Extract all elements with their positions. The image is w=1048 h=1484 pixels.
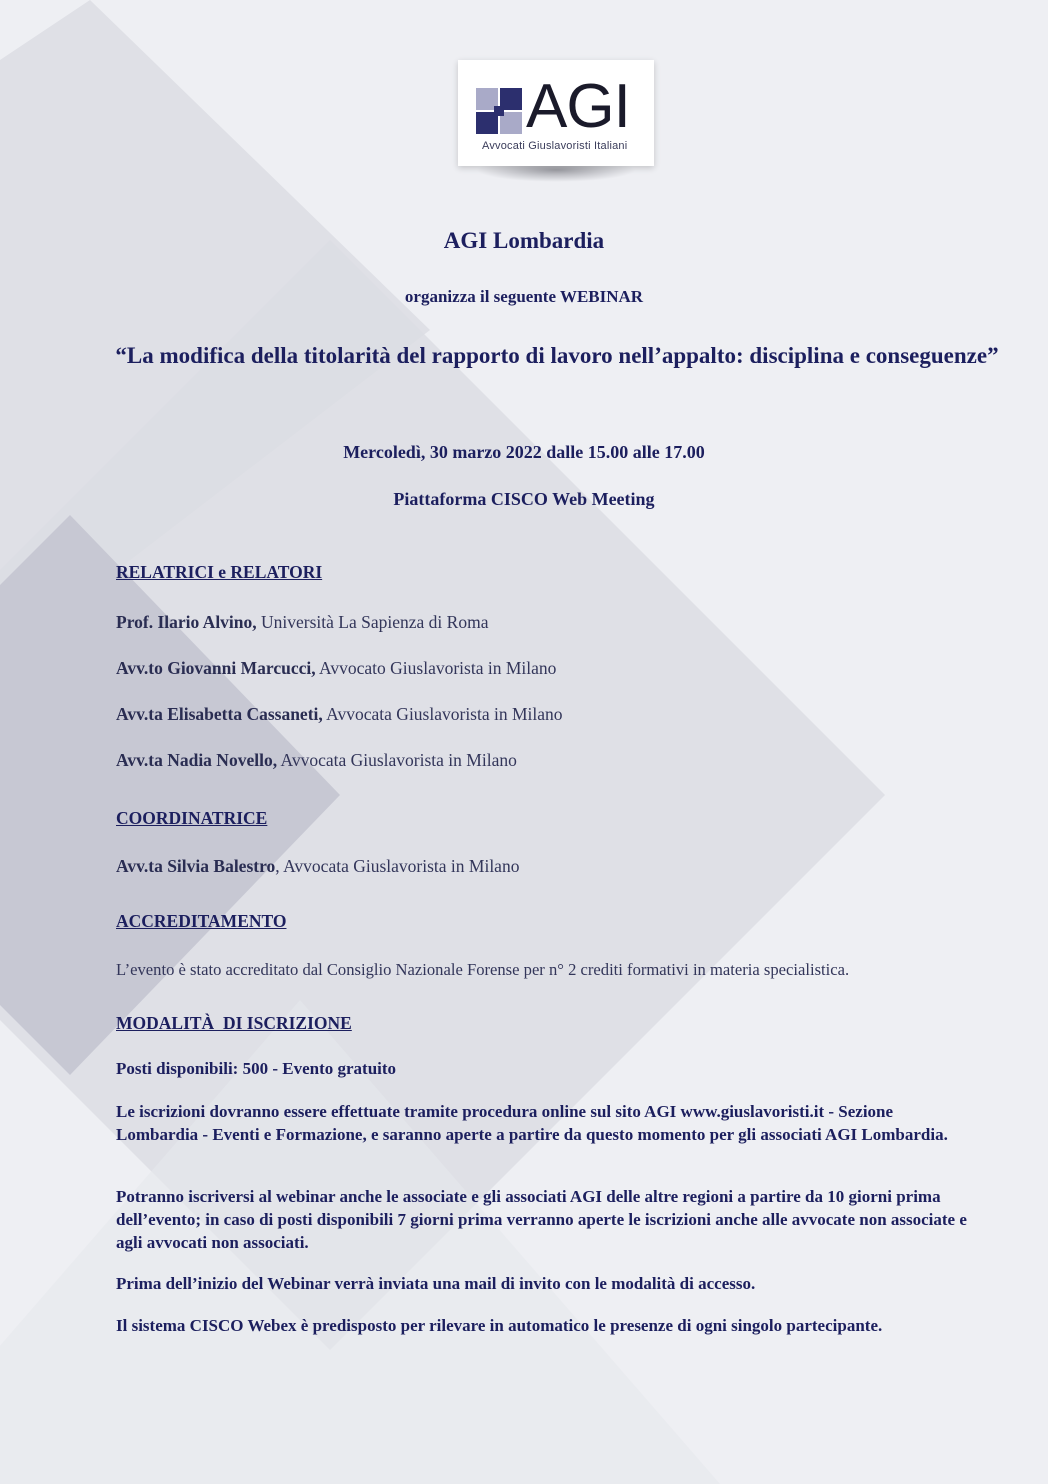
coordinator-role: , Avvocata Giuslavorista in Milano bbox=[275, 856, 520, 876]
speaker-role: Università La Sapienza di Roma bbox=[256, 612, 489, 632]
speaker-role: Avvocata Giuslavorista in Milano bbox=[277, 750, 517, 770]
registration-heading: MODALITÀ DI ISCRIZIONE bbox=[116, 1013, 352, 1033]
logo-squares-icon bbox=[476, 88, 522, 134]
coordinator-heading: COORDINATRICE bbox=[116, 808, 268, 828]
speaker-line bbox=[116, 704, 563, 725]
registration-paragraph-4: Il sistema CISCO Webex è predisposto per rilevare in automatico le presenze di ogni singolo partecipante. bbox=[116, 1316, 883, 1335]
speakers-heading: RELATRICI e RELATORI bbox=[116, 562, 323, 582]
speaker-line bbox=[116, 612, 488, 633]
logo-tagline: Avvocati Giuslavoristi Italiani bbox=[482, 140, 628, 152]
speaker-line bbox=[116, 750, 517, 771]
logo-wordmark: AGI bbox=[526, 72, 630, 141]
speaker-role: Avvocato Giuslavorista in Milano bbox=[315, 658, 557, 678]
organizer-title: AGI Lombardia bbox=[443, 228, 605, 253]
event-platform: Piattaforma CISCO Web Meeting bbox=[393, 489, 655, 509]
seats-info: Posti disponibili: 500 - Evento gratuito bbox=[116, 1059, 397, 1078]
event-date: Mercoledì, 30 marzo 2022 dalle 15.00 alle 17.00 bbox=[343, 442, 705, 462]
speaker-line bbox=[116, 658, 556, 679]
accreditation-heading: ACCREDITAMENTO bbox=[116, 911, 287, 931]
accreditation-text-content: L’evento è stato accreditato dal Consiglio Nazionale Forense per n° 2 crediti formativi in materia specialistica. bbox=[116, 960, 850, 979]
coordinator-line bbox=[116, 856, 519, 877]
speaker-name: Avv.to Giovanni Marcucci, bbox=[116, 658, 316, 678]
registration-paragraph-1: Le iscrizioni dovranno essere effettuate tramite procedura online sul sito AGI www.giuslavoristi.it - Sezione Lombardia - Eventi e Formazione, e saranno aperte a partire da questo momento per gli associati AGI Lombardia. bbox=[116, 1102, 948, 1144]
agi-logo bbox=[458, 60, 654, 166]
speaker-name: Avv.ta Elisabetta Cassaneti, bbox=[116, 704, 323, 724]
registration-paragraph-2: Potranno iscriversi al webinar anche le associate e gli associati AGI delle altre regioni a partire da 10 giorni prima dell’evento; in caso di posti disponibili 7 giorni prima verranno aperte le iscrizioni anche alle avvocate non associate e agli avvocati non associati. bbox=[116, 1187, 967, 1252]
coordinator-name: Avv.ta Silvia Balestro bbox=[116, 856, 276, 876]
logo-card bbox=[458, 60, 654, 166]
speaker-name: Prof. Ilario Alvino, bbox=[116, 612, 257, 632]
webinar-title: “La modifica della titolarità del rapporto di lavoro nell’appalto: disciplina e conseguenze” bbox=[115, 343, 999, 368]
accreditation-text bbox=[116, 960, 849, 980]
event-intro: organizza il seguente WEBINAR bbox=[404, 287, 644, 306]
speaker-name: Avv.ta Nadia Novello, bbox=[116, 750, 278, 770]
registration-paragraph-3: Prima dell’inizio del Webinar verrà inviata una mail di invito con le modalità di accesso. bbox=[116, 1274, 756, 1293]
speaker-role: Avvocata Giuslavorista in Milano bbox=[322, 704, 563, 724]
